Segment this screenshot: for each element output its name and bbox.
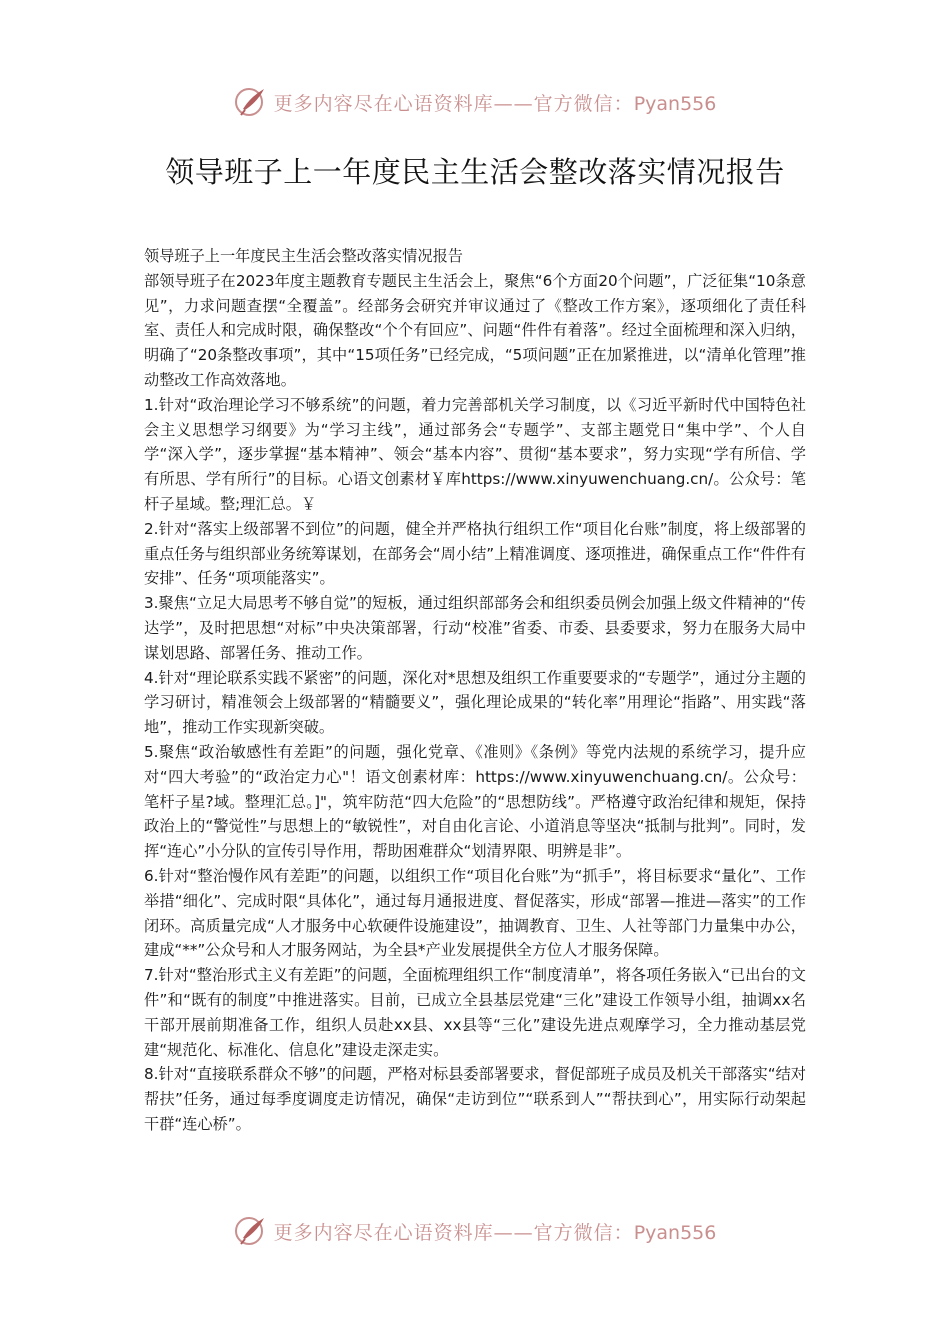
document-body: [144, 244, 806, 1137]
paragraph-item-1: 1.针对“政治理论学习不够系统”的问题，着力完善部机关学习制度，以《习近平新时代中国特色社会主义思想学习纲要》为“学习主线”，通过部务会“专题学”、支部主题党日“集中学”、个人自学“深入学”，逐步掌握“基本精神”、领会“基本内容”、贯彻“基本要求”，努力实现“学有所信、学有所思、学有所行”的目标。心语文创素材￥库https://www.xinyuwenchuang.cn/。公众号：笔杆子星域。整;理汇总。￥: [144, 395, 806, 513]
feather-pen-icon: [234, 85, 268, 119]
paragraph-item-6: 6.针对“整治慢作风有差距”的问题，以组织工作“项目化台账”为“抓手”，将目标要求“量化”、工作举措“细化”、完成时限“具体化”，通过每月通报进度、督促落实，形成“部署—推进—落实”的工作闭环。高质量完成“人才服务中心软硬件设施建设”，抽调教育、卫生、人社等部门力量集中办公，建成“**”公众号和人才服务网站，为全县*产业发展提供全方位人才服务保障。: [144, 866, 806, 960]
watermark-banner-top: [0, 82, 950, 122]
paragraph-item-7: 7.针对“整治形式主义有差距”的问题，全面梳理组织工作“制度清单”，将各项任务嵌入“已出台的文件”和“既有的制度”中推进落实。目前，已成立全县基层党建“三化”建设工作领导小组，抽调xx名干部开展前期准备工作，组织人员赴xx县、xx县等“三化”建设先进点观摩学习，全力推动基层党建“规范化、标准化、信息化”建设走深走实。: [144, 966, 806, 1059]
paragraph-item-4: 4.针对“理论联系实践不紧密”的问题，深化对*思想及组织工作重要要求的“专题学”，通过分主题的学习研讨，精准领会上级部署的“精髓要义”，强化理论成果的“转化率”用理论“指路”、用实践“落地”，推动工作实现新突破。: [144, 668, 806, 737]
paragraph-item-3: 3.聚焦“立足大局思考不够自觉”的短板，通过组织部部务会和组织委员例会加强上级文件精神的“传达学”，及时把思想“对标”中央决策部署，行动“校准”省委、市委、县委要求，努力在服务大局中谋划思路、部署任务、推动工作。: [144, 594, 806, 662]
paragraph-heading: 领导班子上一年度民主生活会整改落实情况报告: [144, 247, 463, 265]
watermark-text: 更多内容尽在心语资料库——官方微信：Pyan556: [273, 92, 717, 115]
page-title: 领导班子上一年度民主生活会整改落实情况报告: [165, 155, 785, 189]
watermark-banner-bottom: [0, 1211, 950, 1251]
feather-pen-icon: [234, 1214, 268, 1248]
paragraph-item-8: 8.针对“直接联系群众不够”的问题，严格对标县委部署要求，督促部班子成员及机关干部落实“结对帮扶”任务，通过每季度调度走访情况，确保“走访到位”“联系到人”“帮扶到心”，用实际行动架起干群“连心桥”。: [144, 1065, 806, 1133]
paragraph-item-5: 5.聚焦“政治敏感性有差距”的问题，强化党章、《准则》《条例》等党内法规的系统学习，提升应对“四大考验”的“政治定力心"！语文创素材库：https://www.xinyuwenchuang.cn/。公众号：笔杆子星?域。整理汇总。]"，筑牢防范“四大危险”的“思想防线”。严格遵守政治纪律和规矩，保持政治上的“警觉性”与思想上的“敏锐性”，对自由化言论、小道消息等坚决“抵制与批判”。同时，发挥“连心”小分队的宣传引导作用，帮助困难群众“划清界限、明辨是非”。: [144, 742, 806, 861]
watermark-text: 更多内容尽在心语资料库——官方微信：Pyan556: [273, 1221, 717, 1244]
paragraph-intro: 部领导班子在2023年度主题教育专题民主生活会上，聚焦“6个方面20个问题”，广泛征集“10条意见”，力求问题查摆“全覆盖”。经部务会研究并审议通过了《整改工作方案》，逐项细化了责任科室、责任人和完成时限，确保整改“个个有回应”、问题“件件有着落”。经过全面梳理和深入归纳，明确了“20条整改事项”，其中“15项任务”已经完成，“5项问题”正在加紧推进，以“清单化管理”推动整改工作高效落地。: [144, 271, 806, 389]
paragraph-item-2: 2.针对“落实上级部署不到位”的问题，健全并严格执行组织工作“项目化台账”制度，将上级部署的重点任务与组织部业务统筹谋划，在部务会“周小结”上精准调度、逐项推进，确保重点工作“件件有安排”、任务“项项能落实”。: [144, 519, 806, 588]
